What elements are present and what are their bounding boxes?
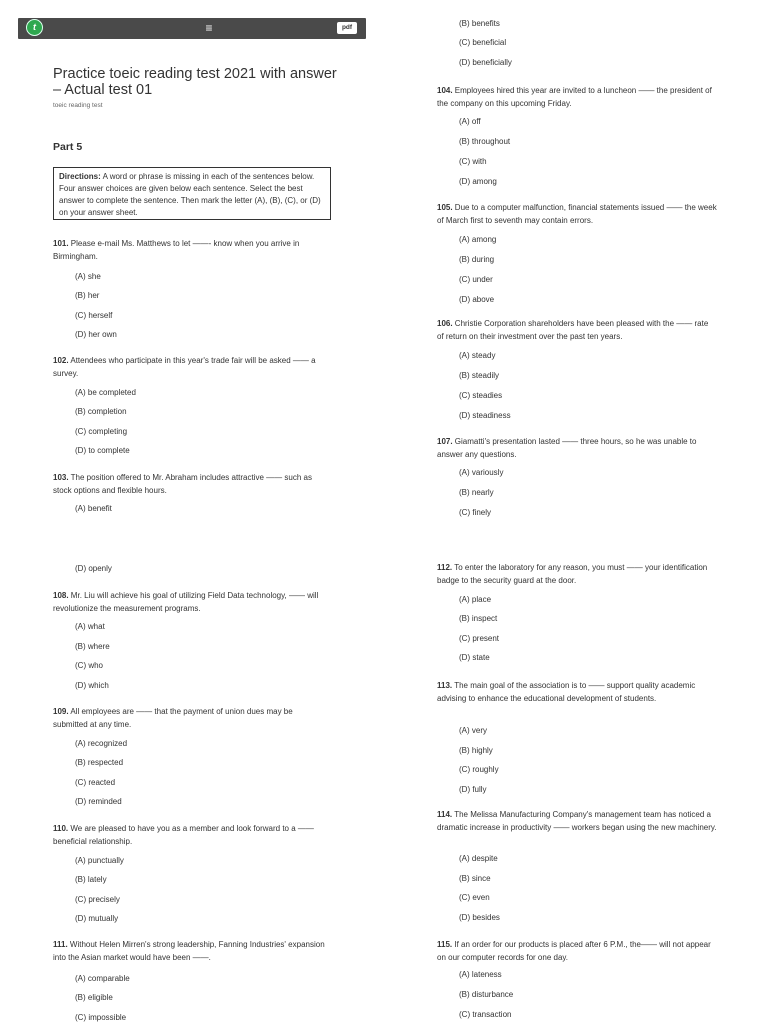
question-number: 104.: [437, 86, 453, 95]
answer-option[interactable]: (A) punctually: [75, 856, 124, 865]
question-text: Due to a computer malfunction, financial statements issued —— the week of March first to seventh may contain errors.: [437, 203, 717, 225]
pdf-button[interactable]: pdf: [337, 22, 357, 34]
answer-option[interactable]: (D) mutually: [75, 914, 119, 924]
question-number: 114.: [437, 810, 453, 819]
answer-option[interactable]: (C) beneficial: [459, 38, 507, 48]
answer-option[interactable]: (C) transaction: [459, 1009, 512, 1019]
question-108: [53, 589, 328, 615]
question-number: 115.: [437, 940, 453, 949]
answer-option[interactable]: (D) her own: [75, 329, 117, 339]
answer-option[interactable]: (D) which: [75, 680, 109, 690]
answer-option[interactable]: (A) comparable: [75, 974, 130, 983]
question-106: [437, 317, 717, 343]
question-text: Christie Corporation shareholders have been pleased with the —— rate of return on their investment over the past ten years.: [437, 319, 709, 341]
question-number: 110.: [53, 824, 69, 833]
question-number: 111.: [53, 940, 68, 949]
question-text: Without Helen Mirren's strong leadership, Fanning Industries' expansion into the Asian market would have been ——.: [53, 940, 325, 962]
answer-option[interactable]: (B) highly: [459, 745, 493, 755]
answer-option[interactable]: (D) fully: [459, 785, 487, 795]
answer-option[interactable]: (C) who: [75, 661, 104, 671]
answer-option[interactable]: (B) steadily: [459, 370, 500, 380]
question-number: 103.: [53, 473, 69, 482]
question-109: [53, 705, 328, 731]
question-105: [437, 201, 717, 227]
question-text: If an order for our products is placed after 6 P.M., the—— will not appear on our computer records for one day.: [437, 940, 711, 962]
question-text: Mr. Liu will achieve his goal of utilizing Field Data technology, —— will revolutionize the measurement programs.: [53, 591, 319, 613]
question-text: The Melissa Manufacturing Company's management team has noticed a dramatic increase in productivity —— workers began using the new machinery.: [437, 810, 717, 832]
answer-option[interactable]: (C) herself: [75, 310, 113, 320]
answer-option[interactable]: (C) reacted: [75, 777, 116, 787]
answer-option[interactable]: (D) state: [459, 653, 490, 663]
question-111: [53, 938, 328, 964]
question-number: 107.: [437, 437, 453, 446]
question-number: 101.: [53, 239, 69, 248]
answer-option[interactable]: (C) with: [459, 156, 487, 166]
part-heading: Part 5: [53, 141, 83, 153]
answer-option[interactable]: (A) recognized: [75, 739, 128, 748]
question-113: [437, 679, 717, 705]
answer-option[interactable]: (A) what: [75, 622, 105, 631]
question-110: [53, 822, 328, 848]
answer-option[interactable]: (A) despite: [459, 854, 498, 863]
question-text: All employees are —— that the payment of union dues may be submitted at any time.: [53, 707, 293, 729]
answer-option[interactable]: (C) steadies: [459, 390, 503, 400]
answer-option[interactable]: (B) throughout: [459, 136, 511, 146]
answer-option[interactable]: (C) under: [459, 274, 493, 284]
question-text: The position offered to Mr. Abraham includes attractive —— such as stock options and flexible hours.: [53, 473, 312, 495]
question-104: [437, 84, 717, 110]
answer-option[interactable]: (C) completing: [75, 426, 128, 436]
answer-option[interactable]: (B) eligible: [75, 993, 113, 1003]
question-text: Attendees who participate in this year's trade fair will be asked —— a survey.: [53, 356, 316, 378]
page-title: Practice toeic reading test 2021 with answer – Actual test 01: [53, 66, 337, 98]
answer-option[interactable]: (D) above: [459, 294, 495, 304]
answer-option[interactable]: (A) among: [459, 235, 497, 244]
answer-option[interactable]: (A) steady: [459, 351, 496, 360]
answer-option[interactable]: (A) she: [75, 272, 101, 281]
question-number: 112.: [437, 563, 453, 572]
answer-option[interactable]: (A) be completed: [75, 388, 136, 397]
answer-option[interactable]: (C) impossible: [75, 1012, 127, 1022]
answer-option[interactable]: (D) to complete: [75, 445, 130, 455]
question-number: 106.: [437, 319, 453, 328]
answer-option[interactable]: (A) off: [459, 117, 481, 126]
question-115: [437, 938, 717, 964]
answer-option[interactable]: (D) steadiness: [459, 410, 511, 420]
answer-option[interactable]: (B) inspect: [459, 614, 498, 624]
answer-option[interactable]: (B) since: [459, 873, 491, 883]
question-number: 105.: [437, 203, 453, 212]
question-text: To enter the laboratory for any reason, you must —— your identification badge to the security guard at the door.: [437, 563, 708, 585]
answer-option[interactable]: (A) lateness: [459, 970, 502, 979]
answer-option[interactable]: (B) during: [459, 254, 495, 264]
question-text: The main goal of the association is to —— support quality academic advising to enhance the educational development of students.: [437, 681, 696, 703]
answer-option[interactable]: (B) lately: [75, 875, 107, 885]
question-112: [437, 561, 717, 587]
question-102: [53, 354, 328, 380]
answer-option[interactable]: (D) beneficially: [459, 57, 512, 67]
question-number: 102.: [53, 356, 69, 365]
answer-option[interactable]: (B) completion: [75, 407, 127, 417]
answer-option[interactable]: (C) precisely: [75, 894, 120, 904]
answer-option[interactable]: (C) present: [459, 633, 500, 643]
answer-option[interactable]: (A) variously: [459, 468, 504, 477]
logo-icon[interactable]: t: [26, 19, 43, 36]
answer-option[interactable]: (B) nearly: [459, 487, 494, 497]
question-107: [437, 435, 717, 461]
question-number: 109.: [53, 707, 69, 716]
answer-option[interactable]: (D) besides: [459, 912, 500, 922]
question-number: 113.: [437, 681, 453, 690]
question-103: [53, 471, 328, 497]
question-text: Giamatti's presentation lasted —— three hours, so he was unable to answer any questions.: [437, 437, 697, 459]
answer-option[interactable]: (B) her: [75, 291, 100, 301]
hamburger-menu-icon[interactable]: ≡: [205, 21, 213, 35]
top-toolbar: [18, 18, 366, 39]
answer-option[interactable]: (C) even: [459, 893, 490, 902]
question-101: [53, 237, 328, 263]
answer-option[interactable]: (B) benefits: [459, 19, 500, 28]
answer-option[interactable]: (D) openly: [75, 564, 112, 573]
answer-option[interactable]: (D) among: [459, 176, 497, 186]
answer-option[interactable]: (A) benefit: [75, 504, 112, 513]
directions-label: Directions:: [59, 172, 101, 181]
question-number: 108.: [53, 591, 69, 600]
answer-option[interactable]: (A) place: [459, 595, 492, 604]
answer-option[interactable]: (C) roughly: [459, 765, 499, 775]
answer-option[interactable]: (C) finely: [459, 507, 492, 517]
answer-option[interactable]: (A) very: [459, 726, 487, 735]
answer-option[interactable]: (B) where: [75, 641, 110, 651]
question-114: [437, 808, 717, 834]
page-subtitle: toeic reading test: [53, 102, 103, 109]
question-text: We are pleased to have you as a member and look forward to a —— beneficial relationship.: [53, 824, 314, 846]
directions-text: A word or phrase is missing in each of the sentences below. Four answer choices are given below each sentence. Select the best answer to complete the sentence. Then mark the letter (A), (B), (C), or (D) on your answer sheet.: [59, 172, 321, 217]
directions-box: [53, 167, 331, 220]
answer-option[interactable]: (B) respected: [75, 758, 124, 768]
question-text: Employees hired this year are invited to a luncheon —— the president of the company on this upcoming Friday.: [437, 86, 712, 108]
answer-option[interactable]: (B) disturbance: [459, 989, 514, 999]
answer-option[interactable]: (D) reminded: [75, 797, 122, 807]
question-text: Please e-mail Ms. Matthews to let ——- know when you arrive in Birmingham.: [53, 239, 300, 261]
